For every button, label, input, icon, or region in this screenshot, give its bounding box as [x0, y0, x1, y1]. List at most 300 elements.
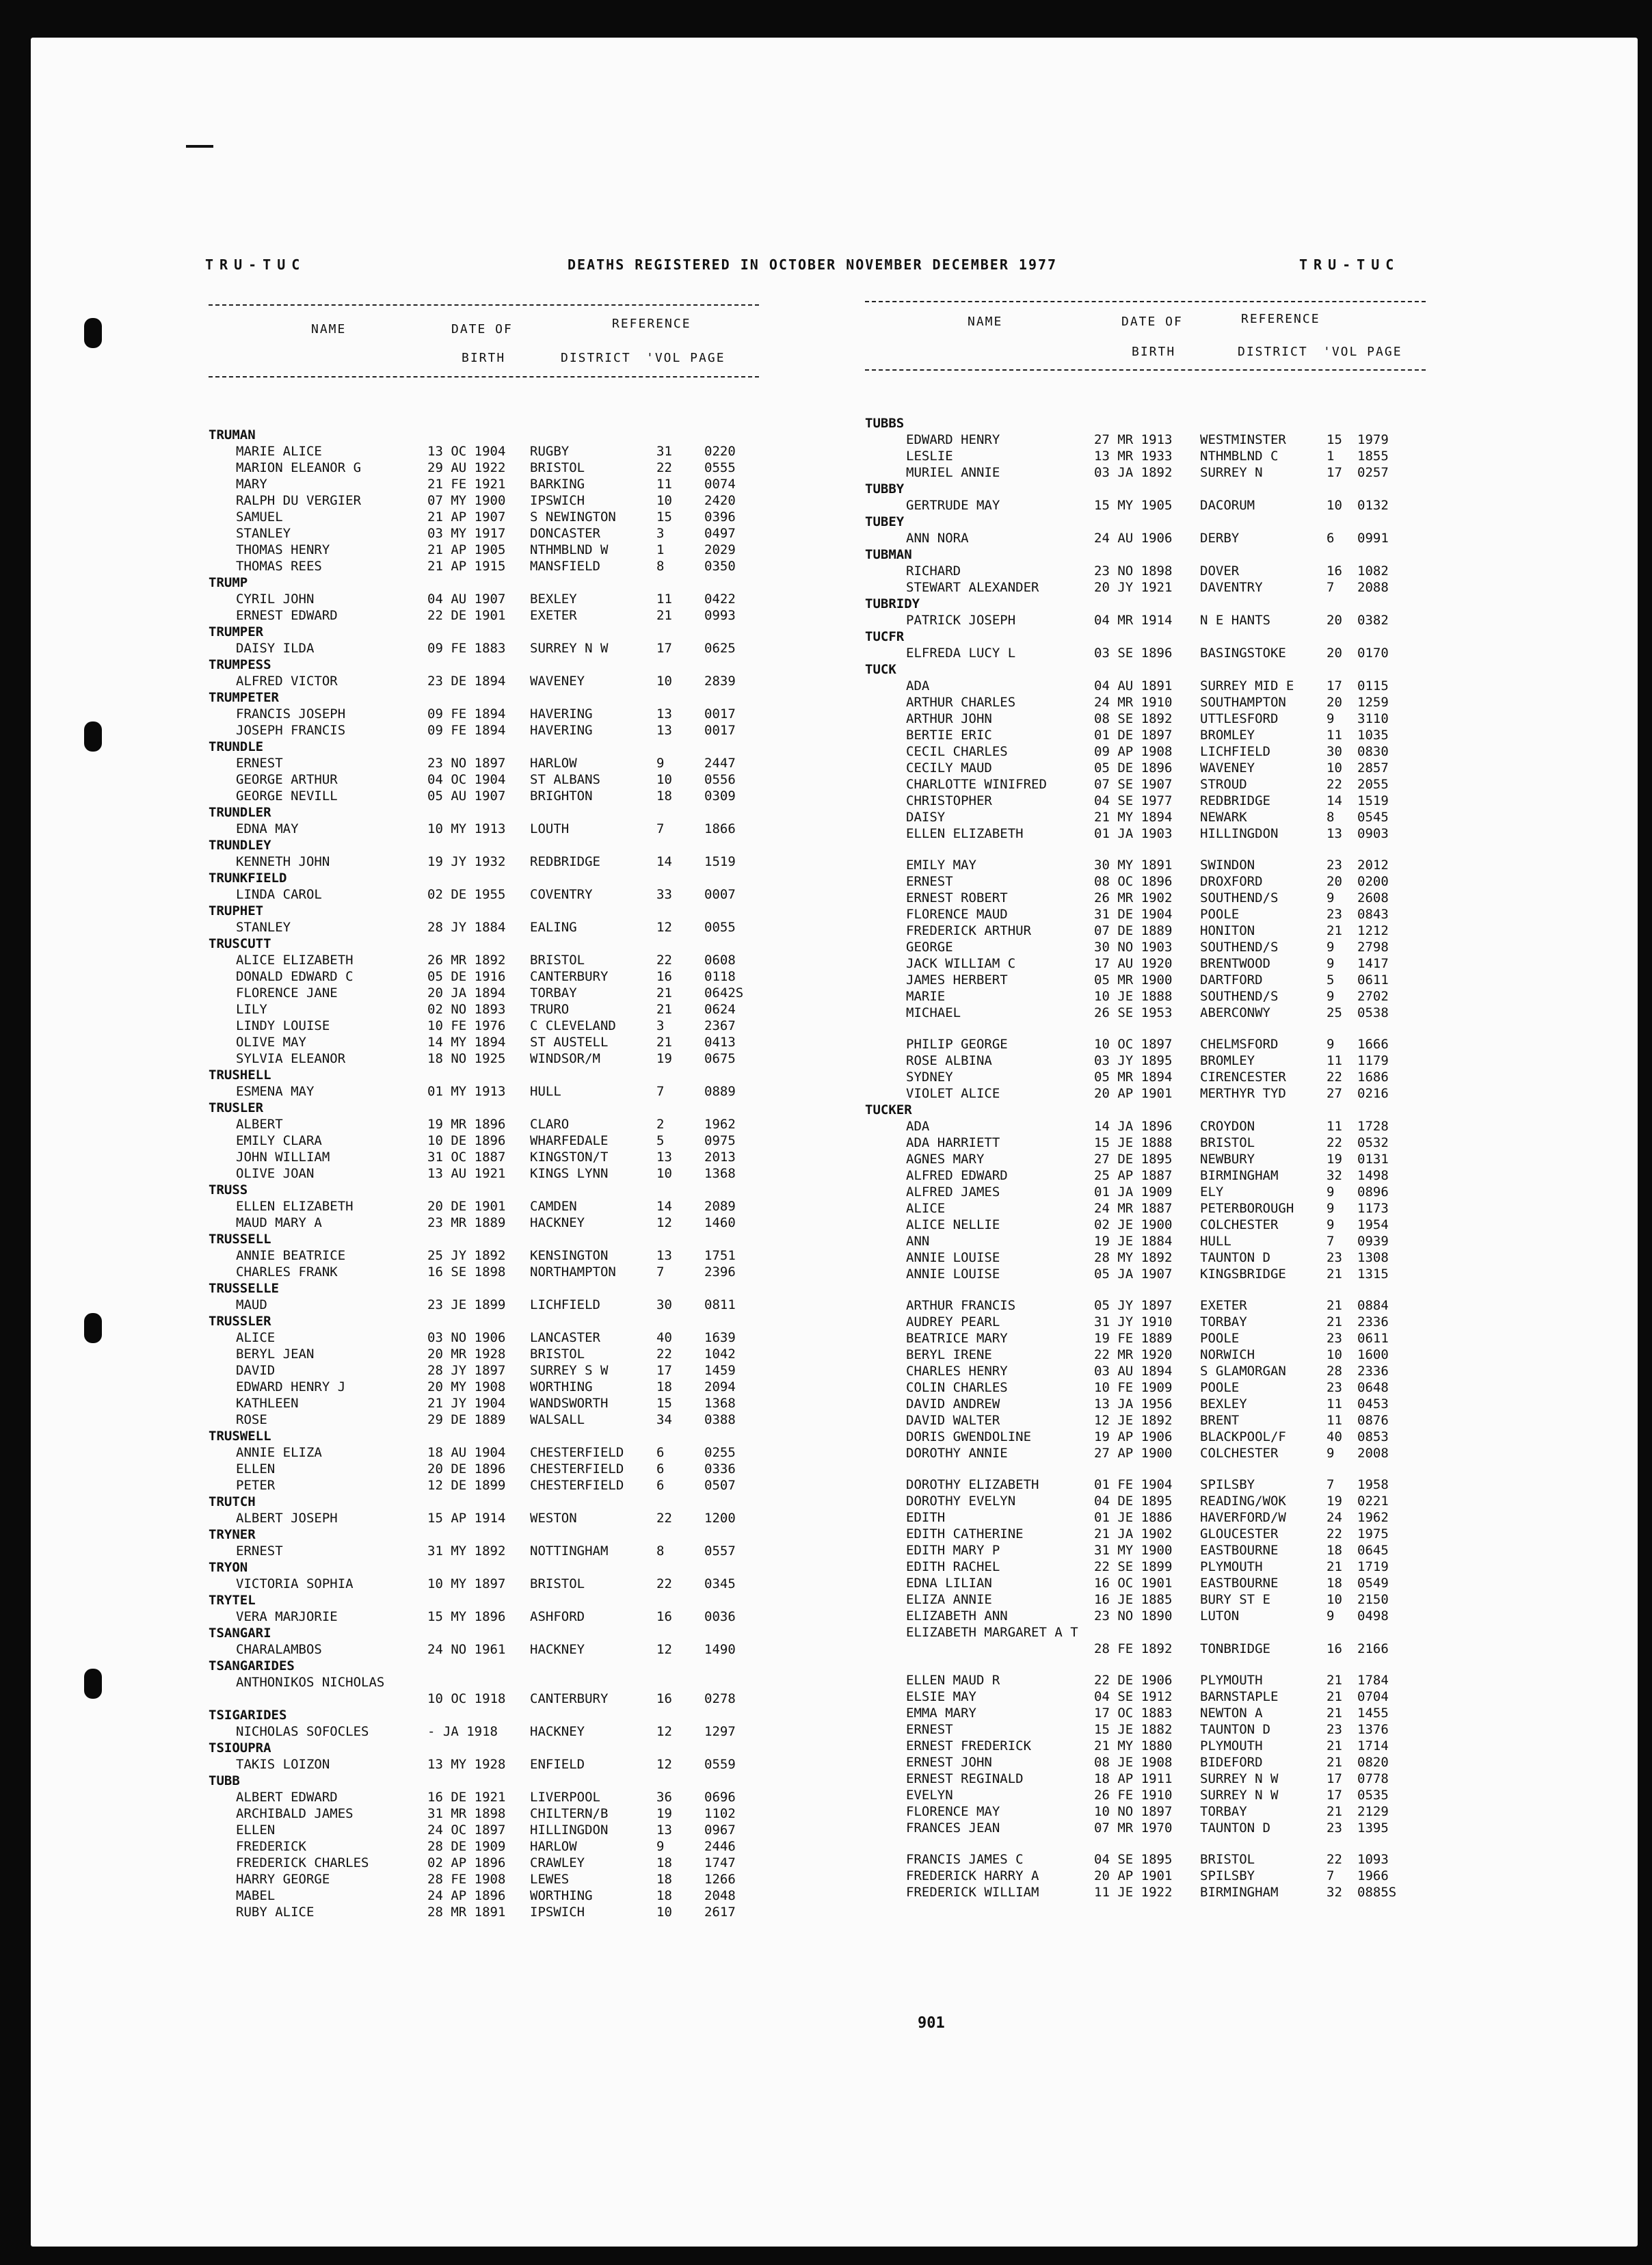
date-of-birth: 10 MY 1897 — [427, 1576, 506, 1591]
forenames: ALICE — [906, 1201, 946, 1216]
page-ref: 0498 — [1357, 1608, 1389, 1624]
death-entry — [865, 646, 1426, 662]
surname-heading — [209, 739, 759, 756]
surname-heading — [209, 1100, 759, 1117]
death-entry — [209, 1888, 759, 1905]
district: POOLE — [1200, 1380, 1240, 1395]
date-of-birth: 24 OC 1897 — [427, 1823, 506, 1838]
surname-heading — [209, 1068, 759, 1084]
district: ELY — [1200, 1184, 1224, 1200]
date-of-birth: 04 SE 1895 — [1094, 1852, 1173, 1867]
death-entry — [209, 608, 759, 624]
page-ref: 2055 — [1357, 777, 1389, 792]
date-of-birth: 20 AP 1901 — [1094, 1086, 1173, 1101]
volume: 21 — [1327, 1738, 1342, 1753]
death-entry — [865, 1298, 1426, 1314]
district: BARKING — [530, 477, 585, 492]
page-ref: 2702 — [1357, 989, 1389, 1004]
death-entry — [865, 1201, 1426, 1217]
forenames: PATRICK JOSEPH — [906, 613, 1016, 628]
surname-heading — [209, 1527, 759, 1544]
margin-mark — [186, 145, 213, 148]
death-entry — [209, 1609, 759, 1626]
volume: 12 — [656, 1642, 672, 1657]
forenames: ELIZABETH ANN — [906, 1608, 1008, 1624]
volume: 9 — [1327, 711, 1335, 726]
district: NTHMBLND W — [530, 542, 609, 557]
page-ref: 1966 — [1357, 1868, 1389, 1883]
death-entry — [209, 1823, 759, 1839]
page-ref: 2617 — [704, 1905, 736, 1920]
district: SURREY S W — [530, 1363, 609, 1378]
death-entry — [865, 1396, 1426, 1413]
district: COLCHESTER — [1200, 1217, 1279, 1232]
district: ABERCONWY — [1200, 1005, 1270, 1020]
date-of-birth: 05 JY 1897 — [1094, 1298, 1173, 1313]
volume: 13 — [656, 1150, 672, 1165]
date-of-birth: 04 AU 1891 — [1094, 678, 1173, 693]
forenames: AUDREY PEARL — [906, 1314, 1000, 1329]
entries-list — [209, 427, 759, 1921]
date-of-birth: 11 JE 1922 — [1094, 1885, 1173, 1900]
forenames: ERNEST — [906, 1722, 953, 1737]
page-ref: 0278 — [704, 1691, 736, 1706]
page-ref: 0556 — [704, 772, 736, 787]
death-entry — [865, 1184, 1426, 1201]
death-entry — [865, 1331, 1426, 1347]
date-of-birth: 13 JA 1956 — [1094, 1396, 1173, 1412]
forenames: CHARALAMBOS — [236, 1642, 322, 1657]
volume: 28 — [1327, 1364, 1342, 1379]
death-entry — [209, 1018, 759, 1035]
volume: 22 — [1327, 1852, 1342, 1867]
district: SWINDON — [1200, 858, 1255, 873]
date-of-birth: 28 FE 1892 — [1094, 1641, 1173, 1656]
death-entry — [865, 1135, 1426, 1152]
row-spacer — [865, 1658, 1426, 1673]
forenames: BEATRICE MARY — [906, 1331, 1008, 1346]
volume: 10 — [1327, 760, 1342, 776]
page-ref: 2150 — [1357, 1592, 1389, 1607]
volume: 36 — [656, 1790, 672, 1805]
district: NEWBURY — [1200, 1152, 1255, 1167]
date-of-birth: 16 JE 1885 — [1094, 1592, 1173, 1607]
date-of-birth: 23 NO 1890 — [1094, 1608, 1173, 1624]
district: TONBRIDGE — [1200, 1641, 1270, 1656]
district: BRIGHTON — [530, 789, 593, 804]
volume: 23 — [1327, 1820, 1342, 1836]
district: WANDSWORTH — [530, 1396, 609, 1411]
volume: 19 — [656, 1051, 672, 1066]
page-ref: 0396 — [704, 509, 736, 525]
death-entry — [865, 1494, 1426, 1510]
forenames: JOHN WILLIAM — [236, 1150, 330, 1165]
forenames: JAMES HERBERT — [906, 972, 1008, 988]
volume: 30 — [656, 1297, 672, 1312]
death-entry — [209, 1642, 759, 1658]
district: LICHFIELD — [530, 1297, 600, 1312]
district: BROMLEY — [1200, 728, 1255, 743]
death-entry — [865, 465, 1426, 481]
page-ref: 0220 — [704, 444, 736, 459]
date-of-birth: 05 AU 1907 — [427, 789, 506, 804]
page-ref: 0642S — [704, 985, 744, 1001]
forenames: VICTORIA SOPHIA — [236, 1576, 354, 1591]
right-index-code: TRU-TUC — [1299, 256, 1400, 273]
district: SOUTHAMPTON — [1200, 695, 1286, 710]
page-ref: 0559 — [704, 1757, 736, 1772]
surname: TRUSS — [209, 1182, 248, 1197]
district: BRISTOL — [530, 1347, 585, 1362]
district: SURREY N W — [1200, 1771, 1279, 1786]
forenames: DAVID — [236, 1363, 276, 1378]
death-entry — [209, 1051, 759, 1068]
date-of-birth: 18 AP 1911 — [1094, 1771, 1173, 1786]
forenames: FREDERICK CHARLES — [236, 1855, 369, 1870]
forenames: FLORENCE JANE — [236, 985, 338, 1001]
district: TRURO — [530, 1002, 570, 1017]
page-ref: 1395 — [1357, 1820, 1389, 1836]
page-ref: 1747 — [704, 1855, 736, 1870]
date-of-birth: 01 JE 1886 — [1094, 1510, 1173, 1525]
surname: TRYTEL — [209, 1593, 256, 1608]
page-ref: 0453 — [1357, 1396, 1389, 1412]
surname: TRUSSLER — [209, 1314, 271, 1329]
death-entry — [209, 1363, 759, 1379]
volume: 18 — [1327, 1543, 1342, 1558]
forenames: AGNES MARY — [906, 1152, 985, 1167]
district-heading: DISTRICT — [1238, 345, 1308, 359]
forenames: OLIVE MAY — [236, 1035, 306, 1050]
volume: 21 — [1327, 1673, 1342, 1688]
district: TORBAY — [1200, 1314, 1247, 1329]
page-ref: 0036 — [704, 1609, 736, 1624]
volume: 30 — [1327, 744, 1342, 759]
volume: 11 — [656, 477, 672, 492]
punch-hole — [84, 1313, 102, 1343]
district: EASTBOURNE — [1200, 1543, 1279, 1558]
page-ref: 0555 — [704, 460, 736, 475]
volume: 14 — [656, 1199, 672, 1214]
forenames: LINDY LOUISE — [236, 1018, 330, 1033]
date-of-birth: 31 DE 1904 — [1094, 907, 1173, 922]
volume: 27 — [1327, 1086, 1342, 1101]
page-ref: 1308 — [1357, 1250, 1389, 1265]
date-of-birth: 19 FE 1889 — [1094, 1331, 1173, 1346]
death-entry — [865, 1477, 1426, 1494]
forenames: ARTHUR FRANCIS — [906, 1298, 1016, 1313]
district: DARTFORD — [1200, 972, 1263, 988]
page-ref: 0507 — [704, 1478, 736, 1493]
date-of-birth: 01 MY 1913 — [427, 1084, 506, 1099]
forenames: GEORGE — [906, 940, 953, 955]
surname: TSIGARIDES — [209, 1708, 287, 1723]
district: ST ALBANS — [530, 772, 600, 787]
district: BRENTWOOD — [1200, 956, 1270, 971]
date-of-birth: 21 FE 1921 — [427, 477, 506, 492]
date-of-birth: 02 NO 1893 — [427, 1002, 506, 1017]
page-ref: 0309 — [704, 789, 736, 804]
forenames: DORIS GWENDOLINE — [906, 1429, 1032, 1444]
volume: 7 — [656, 1264, 665, 1280]
page-ref: 1266 — [704, 1872, 736, 1887]
forenames: ANNIE ELIZA — [236, 1445, 322, 1460]
district: LUTON — [1200, 1608, 1240, 1624]
death-entry — [209, 1724, 759, 1740]
surname-heading — [865, 547, 1426, 564]
date-of-birth: 21 JA 1902 — [1094, 1526, 1173, 1541]
death-entry — [209, 1396, 759, 1412]
death-entry — [865, 1347, 1426, 1364]
volume: 5 — [1327, 972, 1335, 988]
page-ref: 2336 — [1357, 1364, 1389, 1379]
surname: TUBMAN — [865, 547, 912, 562]
surname: TSANGARIDES — [209, 1658, 295, 1673]
district: BURY ST E — [1200, 1592, 1270, 1607]
page-ref: 2420 — [704, 493, 736, 508]
volume: 18 — [656, 789, 672, 804]
page-ref: 1102 — [704, 1806, 736, 1821]
death-entry — [865, 432, 1426, 449]
district: HAVERING — [530, 723, 593, 738]
date-of-birth: 15 MY 1905 — [1094, 498, 1173, 513]
date-of-birth: 05 MR 1900 — [1094, 972, 1173, 988]
surname-heading — [209, 838, 759, 854]
date-of-birth: 24 AP 1896 — [427, 1888, 506, 1903]
forenames: SAMUEL — [236, 509, 283, 525]
district: KINGSBRIDGE — [1200, 1267, 1286, 1282]
forenames: EDWARD HENRY — [906, 432, 1000, 447]
date-of-birth: 24 AU 1906 — [1094, 531, 1173, 546]
birth-heading: BIRTH — [462, 351, 506, 365]
page-ref: 1460 — [704, 1215, 736, 1230]
date-of-birth: 16 DE 1921 — [427, 1790, 506, 1805]
page-ref: 0200 — [1357, 874, 1389, 889]
district: LIVERPOOL — [530, 1790, 600, 1805]
district: WORTHING — [530, 1379, 593, 1394]
page-ref: 1975 — [1357, 1526, 1389, 1541]
date-of-birth: 02 JE 1900 — [1094, 1217, 1173, 1232]
district: HACKNEY — [530, 1215, 585, 1230]
page-ref: 2048 — [704, 1888, 736, 1903]
death-entry — [865, 760, 1426, 777]
punch-hole — [84, 721, 102, 752]
death-entry — [865, 1070, 1426, 1086]
forenames: DOROTHY ANNIE — [906, 1446, 1008, 1461]
page-ref: 1519 — [1357, 793, 1389, 808]
forenames: ELIZABETH MARGARET A T — [906, 1625, 1078, 1640]
district: WAVENEY — [1200, 760, 1255, 776]
forenames: ANNIE LOUISE — [906, 1250, 1000, 1265]
death-entry — [209, 1839, 759, 1855]
volume: 17 — [1327, 1788, 1342, 1803]
death-entry — [865, 711, 1426, 728]
volume: 34 — [656, 1412, 672, 1427]
forenames: DAVID WALTER — [906, 1413, 1000, 1428]
date-of-birth: 08 OC 1896 — [1094, 874, 1173, 889]
district: SURREY MID E — [1200, 678, 1294, 693]
surname-heading — [209, 1593, 759, 1609]
page-ref: 0497 — [704, 526, 736, 541]
surname-heading — [865, 481, 1426, 498]
date-of-birth: 02 AP 1896 — [427, 1855, 506, 1870]
date-of-birth: 18 AU 1904 — [427, 1445, 506, 1460]
date-of-birth: 10 DE 1896 — [427, 1133, 506, 1148]
district: EXETER — [1200, 1298, 1247, 1313]
page-ref: 1498 — [1357, 1168, 1389, 1183]
district: BRENT — [1200, 1413, 1240, 1428]
page-ref: 0549 — [1357, 1576, 1389, 1591]
surname-heading — [865, 1102, 1426, 1119]
date-of-birth: 28 JY 1897 — [427, 1363, 506, 1378]
district: NORWICH — [1200, 1347, 1255, 1362]
page-ref: 0675 — [704, 1051, 736, 1066]
district: N E HANTS — [1200, 613, 1270, 628]
volume: 9 — [1327, 940, 1335, 955]
forenames: ANN — [906, 1234, 930, 1249]
volume: 23 — [1327, 907, 1342, 922]
date-of-birth: 08 SE 1892 — [1094, 711, 1173, 726]
death-entry — [209, 1691, 759, 1708]
volume: 22 — [656, 1347, 672, 1362]
forenames: RALPH DU VERGIER — [236, 493, 362, 508]
volume: 19 — [1327, 1152, 1342, 1167]
left-column — [209, 304, 759, 1921]
forenames: STANLEY — [236, 526, 291, 541]
forenames: CECILY MAUD — [906, 760, 992, 776]
volume: 7 — [656, 1084, 665, 1099]
death-entry — [865, 858, 1426, 874]
forenames: EMMA MARY — [906, 1706, 976, 1721]
volume: 8 — [656, 1544, 665, 1559]
date-of-birth: 31 MY 1892 — [427, 1544, 506, 1559]
volume: 18 — [656, 1888, 672, 1903]
death-entry — [209, 821, 759, 838]
forenames: COLIN CHARLES — [906, 1380, 1008, 1395]
volume: 10 — [656, 1166, 672, 1181]
district: BRISTOL — [530, 1576, 585, 1591]
forenames: ERNEST JOHN — [906, 1755, 992, 1770]
volume: 10 — [1327, 498, 1342, 513]
district: BASINGSTOKE — [1200, 646, 1286, 661]
date-of-birth: 04 SE 1977 — [1094, 793, 1173, 808]
forenames: ELIZA ANNIE — [906, 1592, 992, 1607]
page-ref: 0939 — [1357, 1234, 1389, 1249]
punch-hole — [84, 318, 102, 348]
forenames: SYLVIA ELEANOR — [236, 1051, 346, 1066]
date-of-birth: 09 AP 1908 — [1094, 744, 1173, 759]
death-entry — [865, 1576, 1426, 1592]
forenames: MARY — [236, 477, 267, 492]
district: CIRENCESTER — [1200, 1070, 1286, 1085]
death-entry — [209, 1905, 759, 1921]
forenames: CHRISTOPHER — [906, 793, 992, 808]
date-of-birth: 24 MR 1887 — [1094, 1201, 1173, 1216]
surname-heading — [209, 1626, 759, 1642]
forenames: LINDA CAROL — [236, 887, 322, 902]
forenames: FRANCES JEAN — [906, 1820, 1000, 1836]
volume: 7 — [1327, 1868, 1335, 1883]
page-ref: 0993 — [704, 608, 736, 623]
forenames: GEORGE ARTHUR — [236, 772, 338, 787]
volume: 40 — [656, 1330, 672, 1345]
district: BRISTOL — [1200, 1135, 1255, 1150]
page-ref: 1042 — [704, 1347, 736, 1362]
death-entry — [209, 1576, 759, 1593]
district: ASHFORD — [530, 1609, 585, 1624]
district: NTHMBLND C — [1200, 449, 1279, 464]
district: KINGS LYNN — [530, 1166, 609, 1181]
date-of-birth: 04 AU 1907 — [427, 592, 506, 607]
forenames: EDWARD HENRY J — [236, 1379, 346, 1394]
page-ref: 1200 — [704, 1511, 736, 1526]
volume: 18 — [656, 1855, 672, 1870]
surname: TUBB — [209, 1773, 240, 1788]
date-of-birth: 03 NO 1906 — [427, 1330, 506, 1345]
surname: TRUMP — [209, 575, 248, 590]
forenames: ANNIE LOUISE — [906, 1267, 1000, 1282]
forenames: OLIVE JOAN — [236, 1166, 315, 1181]
death-entry — [209, 985, 759, 1002]
date-of-birth: - JA 1918 — [427, 1724, 498, 1739]
death-entry — [209, 1264, 759, 1281]
district: HAVERFORD/W — [1200, 1510, 1286, 1525]
entries-list — [865, 416, 1426, 1901]
date-of-birth: 15 AP 1914 — [427, 1511, 506, 1526]
volume: 9 — [1327, 956, 1335, 971]
death-entry — [865, 613, 1426, 629]
forenames: BERYL IRENE — [906, 1347, 992, 1362]
district: NORTHAMPTON — [530, 1264, 616, 1280]
page-ref: 2446 — [704, 1839, 736, 1854]
surname-heading — [209, 1658, 759, 1675]
district: KINGSTON/T — [530, 1150, 609, 1165]
register-title: DEATHS REGISTERED IN OCTOBER NOVEMBER DECEMBER 1977 — [568, 256, 1058, 273]
forenames: ERNEST EDWARD — [236, 608, 338, 623]
district: BARNSTAPLE — [1200, 1689, 1279, 1704]
death-entry — [865, 1543, 1426, 1559]
death-entry — [865, 564, 1426, 580]
death-entry — [865, 956, 1426, 972]
volume: 13 — [656, 1248, 672, 1263]
district: WESTON — [530, 1511, 577, 1526]
district: BRISTOL — [530, 460, 585, 475]
date-of-birth: 09 FE 1894 — [427, 706, 506, 721]
date-of-birth: 10 JE 1888 — [1094, 989, 1173, 1004]
forenames: FREDERICK ARTHUR — [906, 923, 1032, 938]
date-of-birth: 23 NO 1897 — [427, 756, 506, 771]
row-spacer — [865, 843, 1426, 858]
page-ref: 1173 — [1357, 1201, 1389, 1216]
district: CHESTERFIELD — [530, 1478, 624, 1493]
page-ref: 1082 — [1357, 564, 1389, 579]
death-entry — [865, 1625, 1426, 1641]
surname: TUCKER — [865, 1102, 912, 1117]
district: HARLOW — [530, 756, 577, 771]
forenames: ARTHUR CHARLES — [906, 695, 1016, 710]
page-ref: 2008 — [1357, 1446, 1389, 1461]
date-of-birth: 18 NO 1925 — [427, 1051, 506, 1066]
date-of-birth: 21 JY 1904 — [427, 1396, 506, 1411]
page-ref: 0336 — [704, 1461, 736, 1476]
forenames: VERA MARJORIE — [236, 1609, 338, 1624]
page-ref: 1212 — [1357, 923, 1389, 938]
surname: TRUNDLE — [209, 739, 264, 754]
column-header — [865, 301, 1426, 380]
date-of-birth: 28 DE 1909 — [427, 1839, 506, 1854]
volume: 23 — [1327, 1331, 1342, 1346]
surname: TRUMPETER — [209, 690, 279, 705]
